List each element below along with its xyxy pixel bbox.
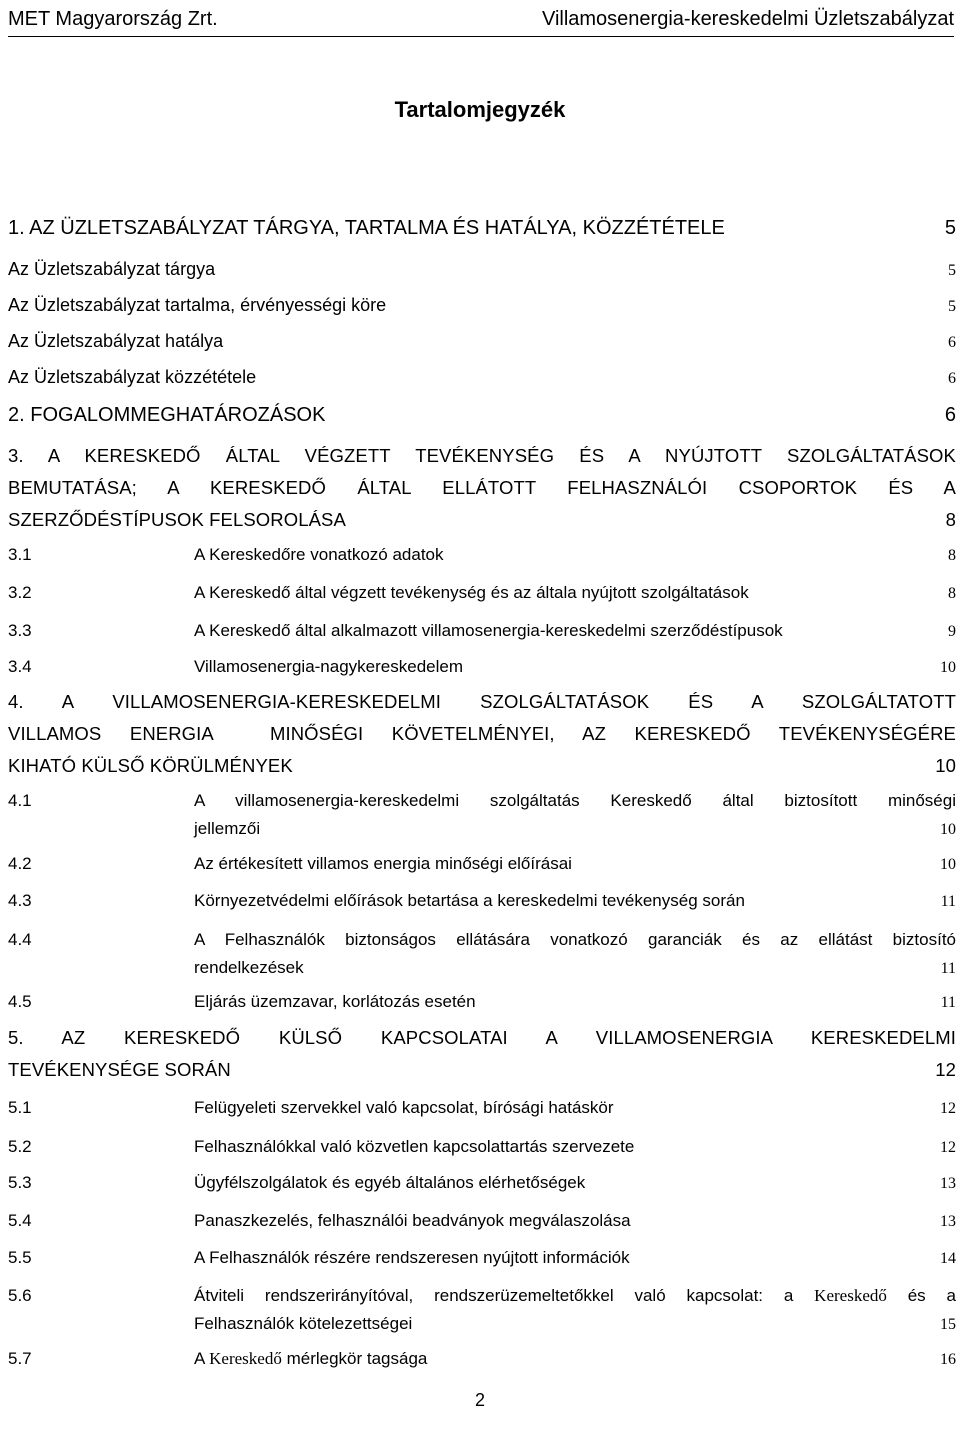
toc-entry-label: Ügyfélszolgálatok és egyéb általános elérhetőségek [194, 1173, 586, 1192]
toc-entry-label-part-c: és a [907, 1286, 956, 1305]
toc-entry-number: 3.2 [8, 583, 32, 602]
toc-entry-number: 5.4 [8, 1211, 32, 1230]
toc-entry-5-7[interactable] [8, 1347, 956, 1372]
toc-page-number: 9 [948, 623, 956, 640]
toc-entry-label: Panaszkezelés, felhasználói beadványok megválaszolása [194, 1211, 631, 1230]
toc-entry-3[interactable] [8, 443, 956, 533]
toc-entry-3-4[interactable] [8, 655, 956, 680]
toc-entry-1[interactable] [8, 215, 956, 241]
toc-entry-label: A Kereskedő által alkalmazott villamosenergia-kereskedelmi szerződéstípusok [194, 621, 783, 640]
toc-entry-5-5[interactable] [8, 1246, 956, 1271]
toc-entry-label: Felhasználókkal való közvetlen kapcsolattartás szervezete [194, 1137, 635, 1156]
toc-page-number: 8 [948, 547, 956, 564]
toc-entry-label-line2: Felhasználók kötelezettségei [194, 1314, 413, 1333]
toc-entry-number: 4.2 [8, 854, 32, 873]
toc-entry-5-6[interactable] [8, 1284, 956, 1337]
toc-entry-label: A Felhasználók részére rendszeresen nyújtott információk [194, 1248, 630, 1267]
toc-entry-number: 3.3 [8, 621, 32, 640]
toc-entry-3-3[interactable] [8, 619, 956, 644]
toc-page-number: 10 [935, 755, 956, 776]
toc-entry-label-part-c: mérlegkör tagsága [286, 1349, 428, 1368]
toc-entry-label-part-a: A [194, 1349, 205, 1368]
toc-title: Tartalomjegyzék [394, 97, 566, 122]
toc-entry-label-line3: SZERZŐDÉSTÍPUSOK FELSOROLÁSA [8, 509, 346, 530]
toc-entry-number: 4.3 [8, 891, 32, 910]
header-document-title: Villamosenergia-kereskedelmi Üzletszabályzat [541, 8, 954, 30]
toc-entry-1c[interactable] [8, 329, 956, 355]
toc-page-number: 10 [940, 856, 956, 873]
toc-page-number: 14 [940, 1250, 956, 1267]
toc-entry-label-line1: A Felhasználók biztonságos ellátására vonatkozó garanciák és az ellátást biztosító [194, 930, 956, 949]
toc-entry-label-line2: TEVÉKENYSÉGE SORÁN [8, 1059, 231, 1080]
toc-page-number: 6 [948, 370, 956, 387]
toc-entry-label: Felügyeleti szervekkel való kapcsolat, bírósági hatáskör [194, 1098, 614, 1117]
toc-entry-label-line1: 3. A KERESKEDŐ ÁLTAL VÉGZETT TEVÉKENYSÉG ÉS A NYÚJTOTT SZOLGÁLTATÁSOK [8, 445, 956, 466]
toc-entry-label-line1: A villamosenergia-kereskedelmi szolgáltatás Kereskedő által biztosított minőségi [194, 791, 956, 810]
toc-entry-label-line2: VILLAMOS ENERGIA MINŐSÉGI KÖVETELMÉNYEI, AZ KERESKEDŐ TEVÉKENYSÉGÉRE [8, 723, 956, 744]
toc-entry-2[interactable] [8, 402, 956, 428]
toc-entry-number: 4.5 [8, 992, 32, 1011]
toc-page-number: 10 [940, 821, 956, 838]
toc-entry-number: 5.2 [8, 1137, 32, 1156]
toc-page-number: 5 [944, 217, 956, 239]
toc-entry-label-line1: 4. A VILLAMOSENERGIA-KERESKEDELMI SZOLGÁLTATÁSOK ÉS A SZOLGÁLTATOTT [8, 691, 956, 712]
header-company: MET Magyarország Zrt. [8, 8, 218, 30]
toc-page-number: 12 [935, 1059, 956, 1080]
toc-page-number: 11 [940, 994, 956, 1011]
toc-entry-label-line2: jellemzői [194, 819, 261, 838]
toc-entry-label: Az értékesített villamos energia minőségi előírásai [194, 854, 572, 873]
toc-page-number: 15 [940, 1316, 956, 1333]
toc-entry-label: Villamosenergia-nagykereskedelem [194, 657, 463, 676]
toc-entry-label-part-a: Átviteli rendszerirányítóval, rendszerüzemeltetőkkel való kapcsolat: a [194, 1286, 794, 1305]
toc-entry-4-4[interactable] [8, 928, 956, 981]
toc-page-number: 8 [948, 585, 956, 602]
toc-entry-label: A Kereskedőre vonatkozó adatok [194, 545, 444, 564]
toc-entry-3-1[interactable] [8, 543, 956, 568]
toc-entry-5[interactable] [8, 1025, 956, 1083]
toc-entry-label: Eljárás üzemzavar, korlátozás esetén [194, 992, 476, 1011]
toc-entry-4-3[interactable] [8, 889, 956, 914]
toc-page-number: 6 [944, 404, 956, 426]
toc-entry-number: 5.6 [8, 1286, 32, 1305]
toc-page-number: 11 [940, 893, 956, 910]
toc-entry-5-1[interactable] [8, 1096, 956, 1121]
toc-entry-label: 1. AZ ÜZLETSZABÁLYZAT TÁRGYA, TARTALMA ÉS HATÁLYA, KÖZZÉTÉTELE [8, 217, 725, 239]
toc-entry-5-2[interactable] [8, 1135, 956, 1160]
toc-entry-1d[interactable] [8, 365, 956, 391]
toc-entry-1b[interactable] [8, 293, 956, 319]
toc-entry-label-line2: BEMUTATÁSA; A KERESKEDŐ ÁLTAL ELLÁTOTT FELHASZNÁLÓI CSOPORTOK ÉS A [8, 477, 956, 498]
toc-entry-4[interactable] [8, 689, 956, 779]
toc-entry-label-line2: rendelkezések [194, 958, 304, 977]
toc-entry-4-1[interactable] [8, 789, 956, 842]
toc-entry-4-5[interactable] [8, 990, 956, 1015]
toc-page-number: 12 [940, 1100, 956, 1117]
toc-entry-number: 3.4 [8, 657, 32, 676]
toc-entry-label: Az Üzletszabályzat tartalma, érvényességi köre [8, 295, 387, 315]
toc-page-number: 13 [940, 1175, 956, 1192]
toc-page-number: 5 [948, 298, 956, 315]
toc-entry-number: 5.1 [8, 1098, 32, 1117]
toc-entry-label: Az Üzletszabályzat közzététele [8, 367, 257, 387]
toc-entry-label: Az Üzletszabályzat hatálya [8, 331, 224, 351]
toc-page-number: 10 [940, 659, 956, 676]
toc-page-number: 8 [945, 509, 956, 530]
toc-entry-number: 4.1 [8, 791, 32, 810]
toc-page-number: 12 [940, 1139, 956, 1156]
toc-entry-label-line3: KIHATÓ KÜLSŐ KÖRÜLMÉNYEK [8, 755, 293, 776]
toc-entry-4-2[interactable] [8, 852, 956, 877]
toc-page-number: 11 [940, 960, 956, 977]
toc-entry-label: Az Üzletszabályzat tárgya [8, 259, 216, 279]
toc-entry-3-2[interactable] [8, 581, 956, 606]
page-number-footer: 2 [474, 1390, 485, 1410]
toc-entry-5-3[interactable] [8, 1171, 956, 1196]
toc-entry-number: 5.3 [8, 1173, 32, 1192]
toc-entry-number: 3.1 [8, 545, 32, 564]
toc-page-number: 6 [948, 334, 956, 351]
toc-entry-label: A Kereskedő által végzett tevékenység és az általa nyújtott szolgáltatások [194, 583, 749, 602]
toc-page-number: 13 [940, 1213, 956, 1230]
toc-entry-label-part-b: Kereskedő [209, 1349, 282, 1368]
toc-entry-5-4[interactable] [8, 1209, 956, 1234]
toc-page-number: 5 [948, 262, 956, 279]
toc-entry-label: 2. FOGALOMMEGHATÁROZÁSOK [8, 404, 326, 426]
toc-entry-number: 5.5 [8, 1248, 32, 1267]
toc-entry-label-line1: 5. AZ KERESKEDŐ KÜLSŐ KAPCSOLATAI A VILLAMOSENERGIA KERESKEDELMI [8, 1027, 956, 1048]
toc-entry-number: 4.4 [8, 930, 32, 949]
toc-entry-label: Környezetvédelmi előírások betartása a kereskedelmi tevékenység során [194, 891, 745, 910]
toc-entry-1a[interactable] [8, 257, 956, 283]
toc-entry-number: 5.7 [8, 1349, 32, 1368]
running-header [8, 2, 954, 37]
toc-page-number: 16 [940, 1351, 956, 1368]
toc-entry-label-part-b: Kereskedő [814, 1286, 887, 1305]
